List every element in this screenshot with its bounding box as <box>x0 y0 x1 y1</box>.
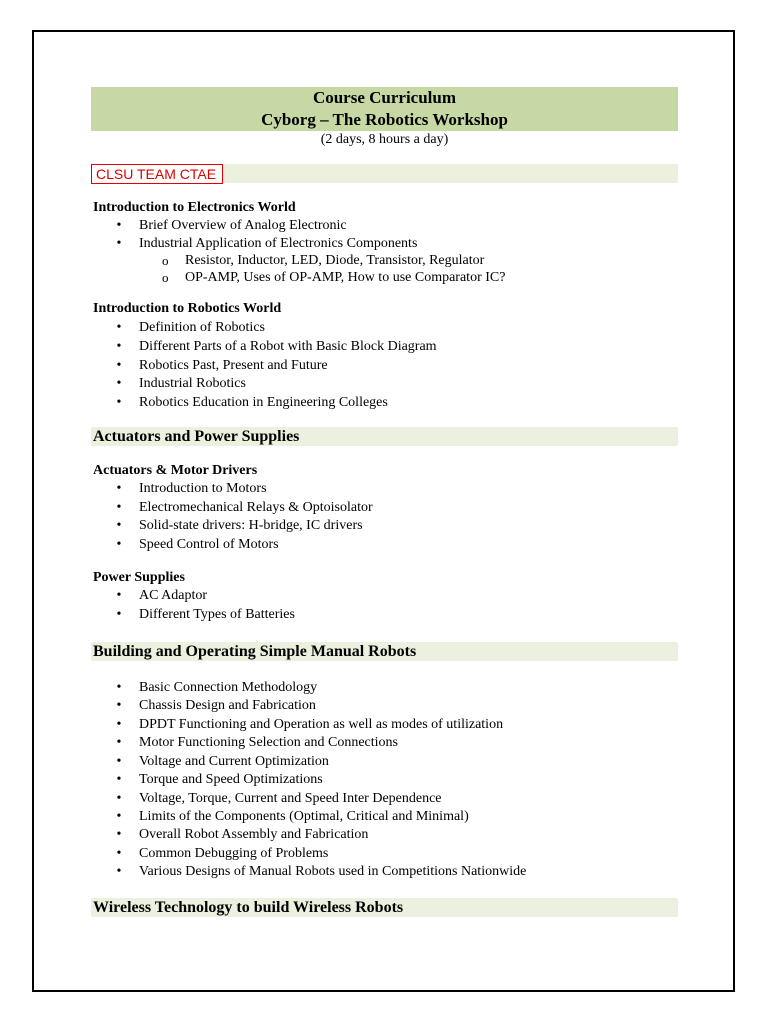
list-item: • Various Designs of Manual Robots used in Competitions Nationwide <box>116 864 527 879</box>
section-wireless: Wireless Technology to build Wireless Robots <box>91 898 678 917</box>
list-item: • Chassis Design and Fabrication <box>116 698 316 713</box>
section-manual-robots: Building and Operating Simple Manual Robots <box>91 642 678 661</box>
list-item: • Torque and Speed Optimizations <box>116 772 323 787</box>
team-label: CLSU TEAM CTAE <box>91 164 223 184</box>
list-item: • Introduction to Motors <box>116 481 267 496</box>
list-item: • Overall Robot Assembly and Fabrication <box>116 827 369 842</box>
list-item: • Electromechanical Relays & Optoisolator <box>116 500 373 515</box>
list-item: • Voltage and Current Optimization <box>116 754 329 769</box>
list-item: • Industrial Application of Electronics Components <box>116 236 418 251</box>
list-item: • Motor Functioning Selection and Connections <box>116 735 398 750</box>
heading-actuators: Actuators & Motor Drivers <box>93 463 258 478</box>
heading-electronics: Introduction to Electronics World <box>93 200 296 215</box>
list-item: • AC Adaptor <box>116 588 208 603</box>
list-item: • DPDT Functioning and Operation as well as modes of utilization <box>116 717 504 732</box>
list-item: • Speed Control of Motors <box>116 537 279 552</box>
list-item: • Robotics Education in Engineering Colleges <box>116 395 388 410</box>
list-item: • Voltage, Torque, Current and Speed Inter Dependence <box>116 791 442 806</box>
list-item: • Basic Connection Methodology <box>116 680 318 695</box>
list-item: • Different Types of Batteries <box>116 607 295 622</box>
title-band <box>91 87 678 131</box>
heading-robotics: Introduction to Robotics World <box>93 301 282 316</box>
subtitle: (2 days, 8 hours a day) <box>320 132 449 147</box>
list-item: • Industrial Robotics <box>116 376 246 391</box>
list-item: • Definition of Robotics <box>116 320 265 335</box>
list-item: • Brief Overview of Analog Electronic <box>116 218 347 233</box>
workshop-title: Cyborg – The Robotics Workshop <box>261 110 508 129</box>
list-item: • Solid-state drivers: H-bridge, IC drivers <box>116 518 363 533</box>
section-actuators-power: Actuators and Power Supplies <box>91 427 678 446</box>
list-item: • Limits of the Components (Optimal, Critical and Minimal) <box>116 809 469 824</box>
list-item: • Different Parts of a Robot with Basic Block Diagram <box>116 339 437 354</box>
list-subitem: o Resistor, Inductor, LED, Diode, Transistor, Regulator <box>162 253 485 268</box>
list-item: • Robotics Past, Present and Future <box>116 358 328 373</box>
document-title: Course Curriculum <box>312 88 457 107</box>
list-subitem: o OP-AMP, Uses of OP-AMP, How to use Comparator IC? <box>162 270 506 285</box>
heading-power: Power Supplies <box>93 570 185 585</box>
list-item: • Common Debugging of Problems <box>116 846 329 861</box>
